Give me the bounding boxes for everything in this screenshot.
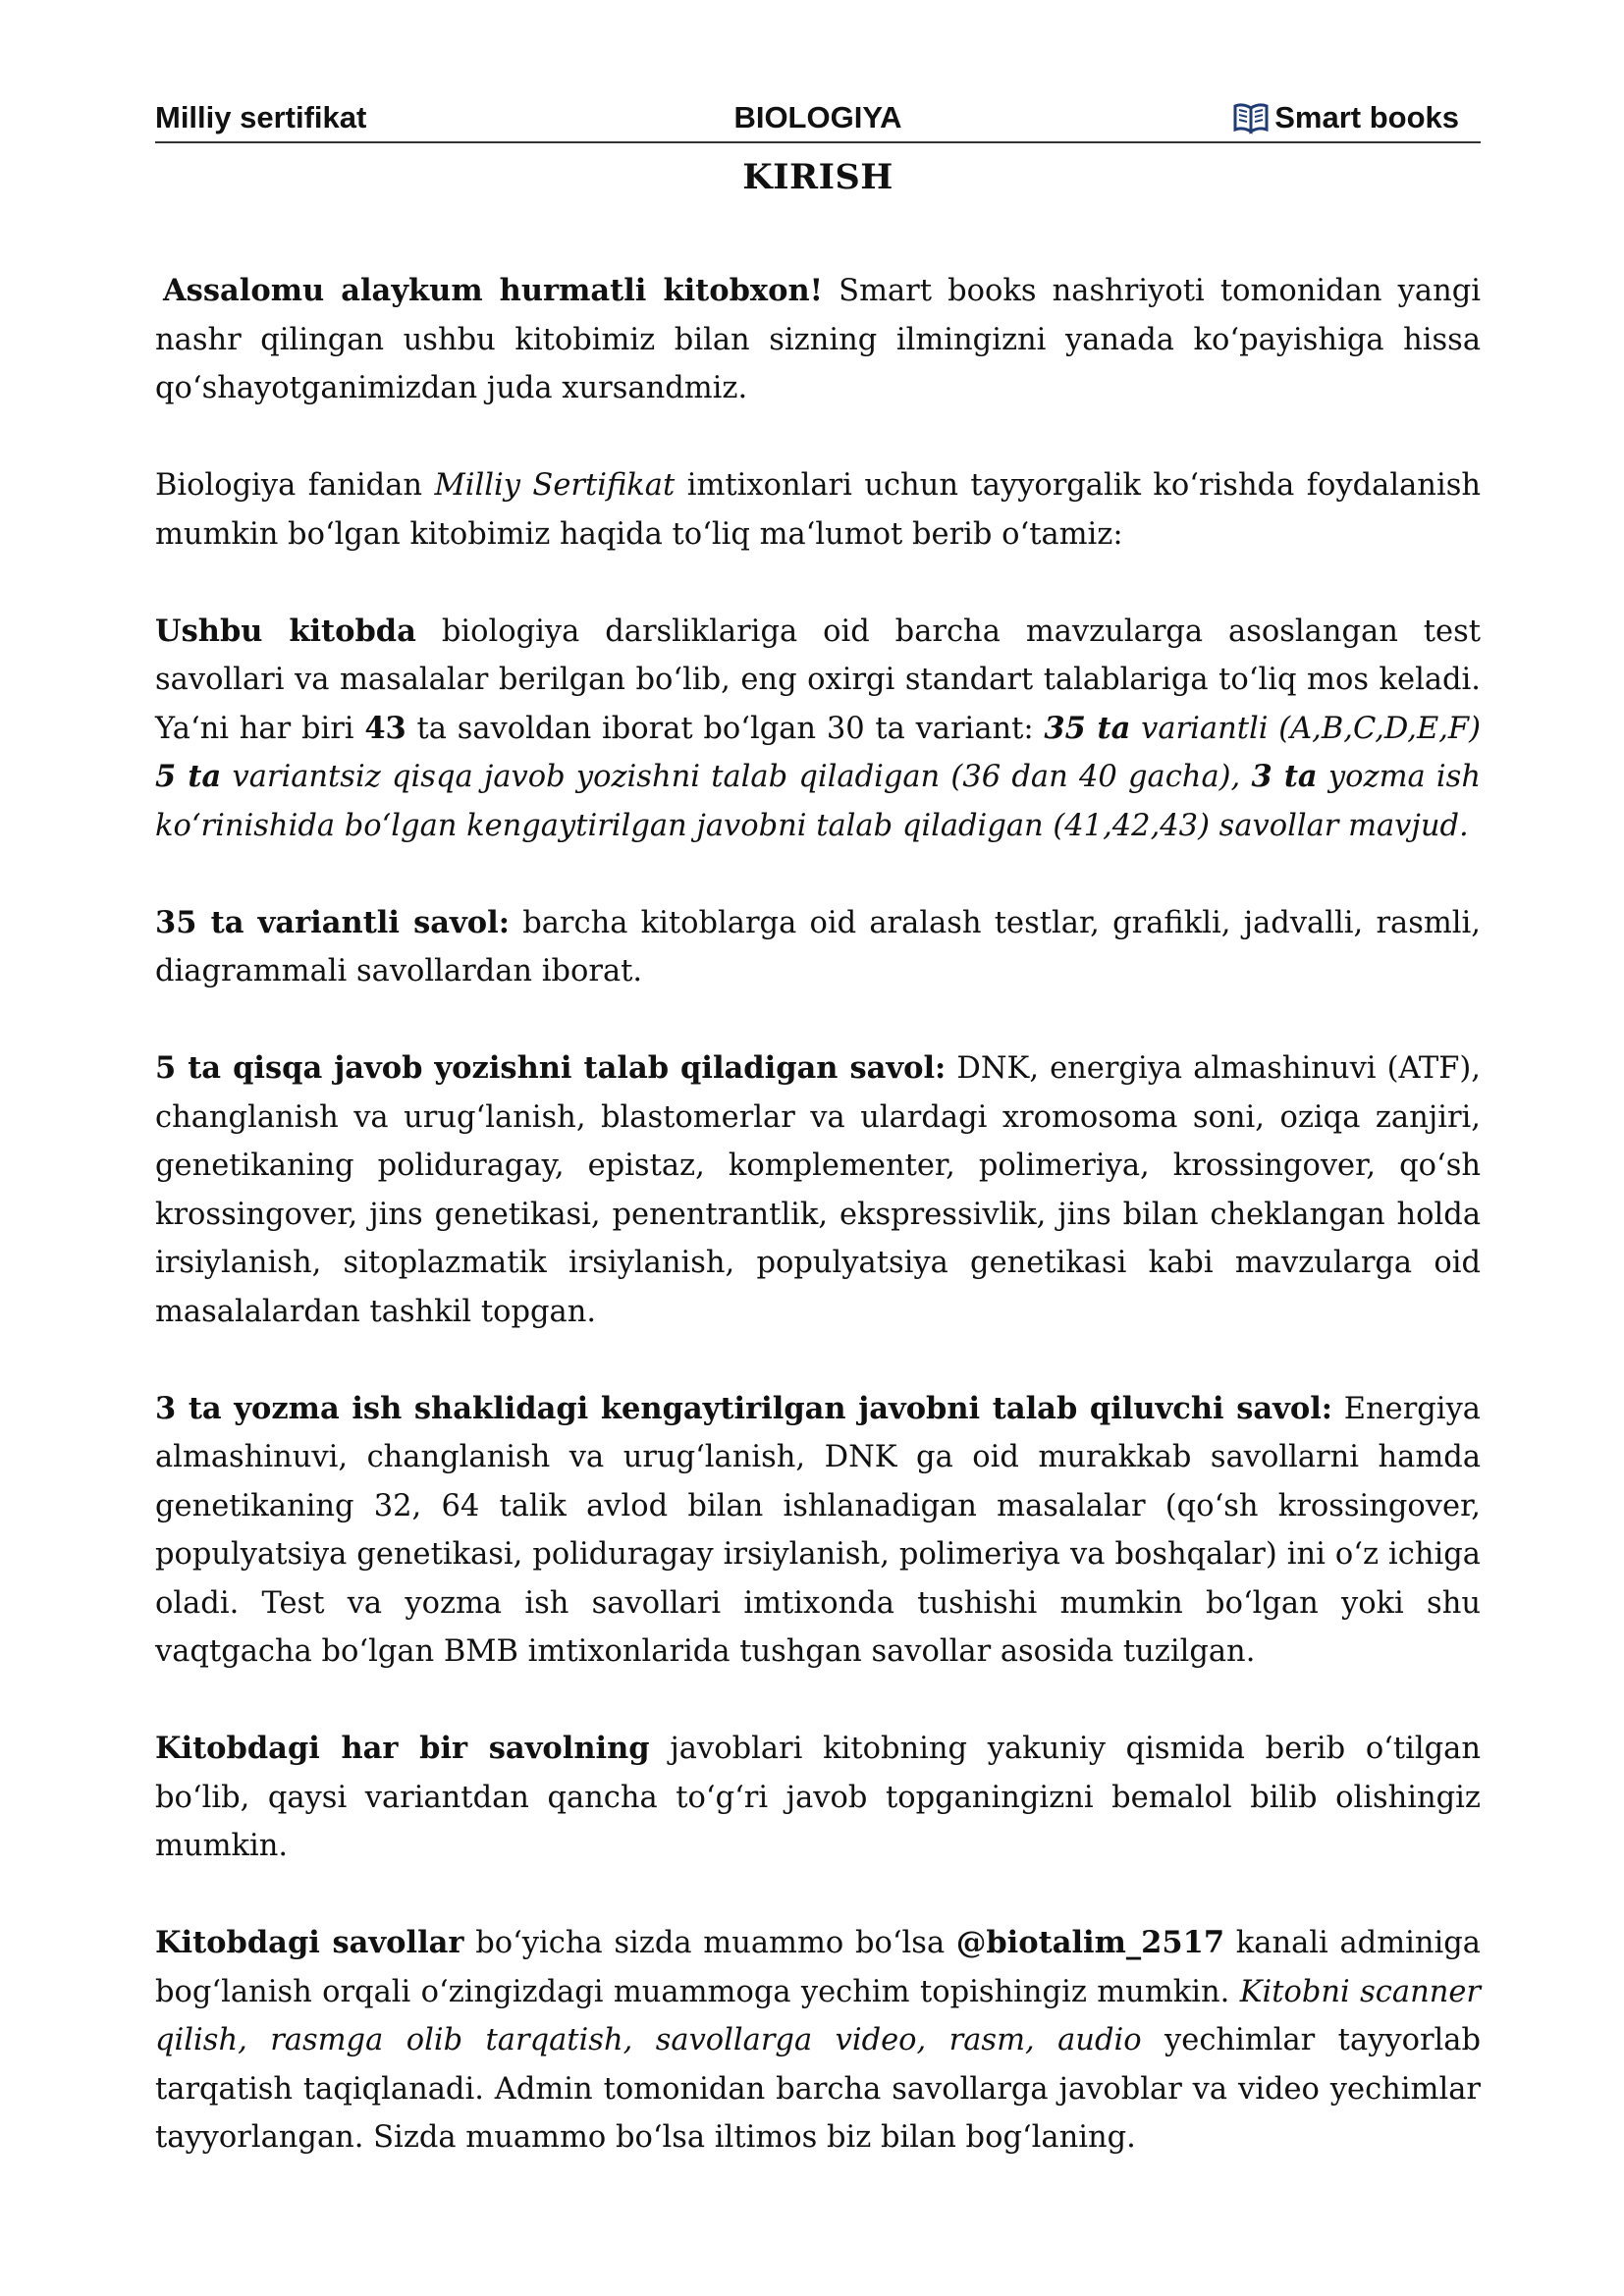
document-body: [155, 267, 1481, 2211]
intro-text-1: Biologiya fanidan: [155, 468, 435, 503]
structure-bolditalic-2: 5 ta: [155, 759, 222, 794]
structure-italic-1: variantli (A,B,C,D,E,F): [1130, 711, 1481, 746]
structure-bolditalic-1: 35 ta: [1044, 710, 1131, 746]
paragraph-short-answer: [155, 1044, 1481, 1336]
structure-text-2: ta savoldan iborat boʻlgan 30 ta variant:: [406, 711, 1045, 746]
answers-text: javoblari kitobning yakuniy qismida berib oʻtilgan boʻlib, qaysi variantdan qancha toʻgʻri javob topganingizni bemalol bilib olishingiz mumkin.: [155, 1732, 1481, 1863]
structure-text-1: biologiya darsliklariga oid barcha mavzularga asoslangan test savollari va masalalar berilgan boʻlib, eng oxirgi standart talablariga toʻliq mos keladi. Yaʻni har biri: [155, 614, 1481, 746]
contact-channel-handle: @biotalim_2517: [955, 1925, 1225, 1960]
multiple-choice-text: barcha kitoblarga oid aralash testlar, grafikli, jadvalli, rasmli, diagrammali savollardan iborat.: [155, 905, 1481, 988]
short-answer-bold: 5 ta qisqa javob yozishni talab qiladigan savol:: [155, 1050, 947, 1086]
written-answer-bold: 3 ta yozma ish shaklidagi kengaytirilgan javobni talab qiluvchi savol:: [155, 1390, 1333, 1426]
greeting-bold: Assalomu alaykum hurmatli kitobxon!: [163, 273, 824, 308]
written-answer-text: Energiya almashinuvi, changlanish va urugʻlanish, DNK ga oid murakkab savollarni hamda genetikaning 32, 64 talik avlod bilan ishlanadigan masalalar (qoʻsh krossingover, populyatsiya genetikasi, poliduragay irsiylanish, polimeriya va boshqalar) ini oʻz ichiga oladi. Test va yozma ish savollari imtixonda tushishi mumkin boʻlgan yoki shu vaqtgacha boʻlgan BMB imtixonlarida tushgan savollar asosida tuzilgan.: [155, 1391, 1481, 1669]
header-publisher-name: Smart books: [1274, 100, 1459, 134]
answers-bold: Kitobdagi har bir savolning: [155, 1731, 650, 1766]
contact-text-2: kanali adminiga bogʻlanish orqali oʻzingizdagi muammoga yechim topishingiz mumkin.: [155, 1926, 1481, 2009]
contact-bold-1: Kitobdagi savollar: [155, 1925, 464, 1960]
paragraph-multiple-choice: [155, 899, 1481, 996]
contact-text-1: boʻyicha sizda muammo boʻlsa: [463, 1926, 956, 1960]
structure-bold-1: Ushbu kitobda: [155, 613, 416, 649]
greeting-text: Smart books nashriyoti tomonidan yangi nashr qilingan ushbu kitobimiz bilan sizning ilmingizni yanada koʻpayishiga hissa qoʻshayotganimizdan juda xursandmiz.: [155, 274, 1481, 405]
paragraph-contact: [155, 1919, 1481, 2163]
multiple-choice-bold: 35 ta variantli savol:: [155, 904, 510, 940]
contact-text-3: yechimlar tayyorlab tarqatish taqiqlanadi. Admin tomonidan barcha savollarga javoblar va video yechimlar tayyorlangan. Sizda muammo boʻlsa iltimos biz bilan bogʻlaning.: [155, 2023, 1481, 2155]
structure-bolditalic-3: 3 ta: [1251, 759, 1318, 794]
paragraph-book-structure: [155, 608, 1481, 851]
paragraph-intro: [155, 461, 1481, 559]
short-answer-text: DNK, energiya almashinuvi (ATF), changlanish va urugʻlanish, blastomerlar va ulardagi xromosoma soni, oziqa zanjiri, genetikaning poliduragay, epistaz, komplementer, polimeriya, krossingover, qoʻsh krossingover, jins genetikasi, penentrantlik, ekspressivlik, jins bilan cheklangan holda irsiylanish, sitoplazmatik irsiylanish, populyatsiya genetikasi kabi mavzularga oid masalalardan tashkil topgan.: [155, 1051, 1481, 1329]
intro-text-2: imtixonlari uchun tayyorgalik koʻrishda foydalanish mumkin boʻlgan kitobimiz haqida toʻliq maʻlumot berib oʻtamiz:: [155, 468, 1481, 552]
header-publisher: [1231, 100, 1459, 135]
intro-italic: Milliy Sertifikat: [434, 468, 676, 503]
paragraph-written-answer: [155, 1385, 1481, 1677]
contact-italic: Kitobni scanner qilish, rasmga olib tarqatish, savollarga video, rasm, audio: [155, 1974, 1481, 2057]
structure-italic-2: variantsiz qisqa javob yozishni talab qiladigan (36 dan 40 gacha),: [221, 760, 1252, 794]
document-page: [155, 0, 1481, 2296]
page-title: KIRISH: [742, 157, 893, 197]
paragraph-greeting: [155, 267, 1481, 413]
page-header: [155, 96, 1481, 143]
header-series-title: Milliy sertifikat: [155, 100, 367, 134]
structure-italic-3: yozma ish koʻrinishida boʻlgan kengaytirilgan javobni talab qiladigan (41,42,43) savollar mavjud.: [155, 760, 1481, 843]
paragraph-answers: [155, 1725, 1481, 1871]
header-subject: BIOLOGIYA: [733, 100, 902, 134]
book-icon: [1231, 101, 1271, 134]
structure-bold-2: 43: [364, 710, 406, 746]
